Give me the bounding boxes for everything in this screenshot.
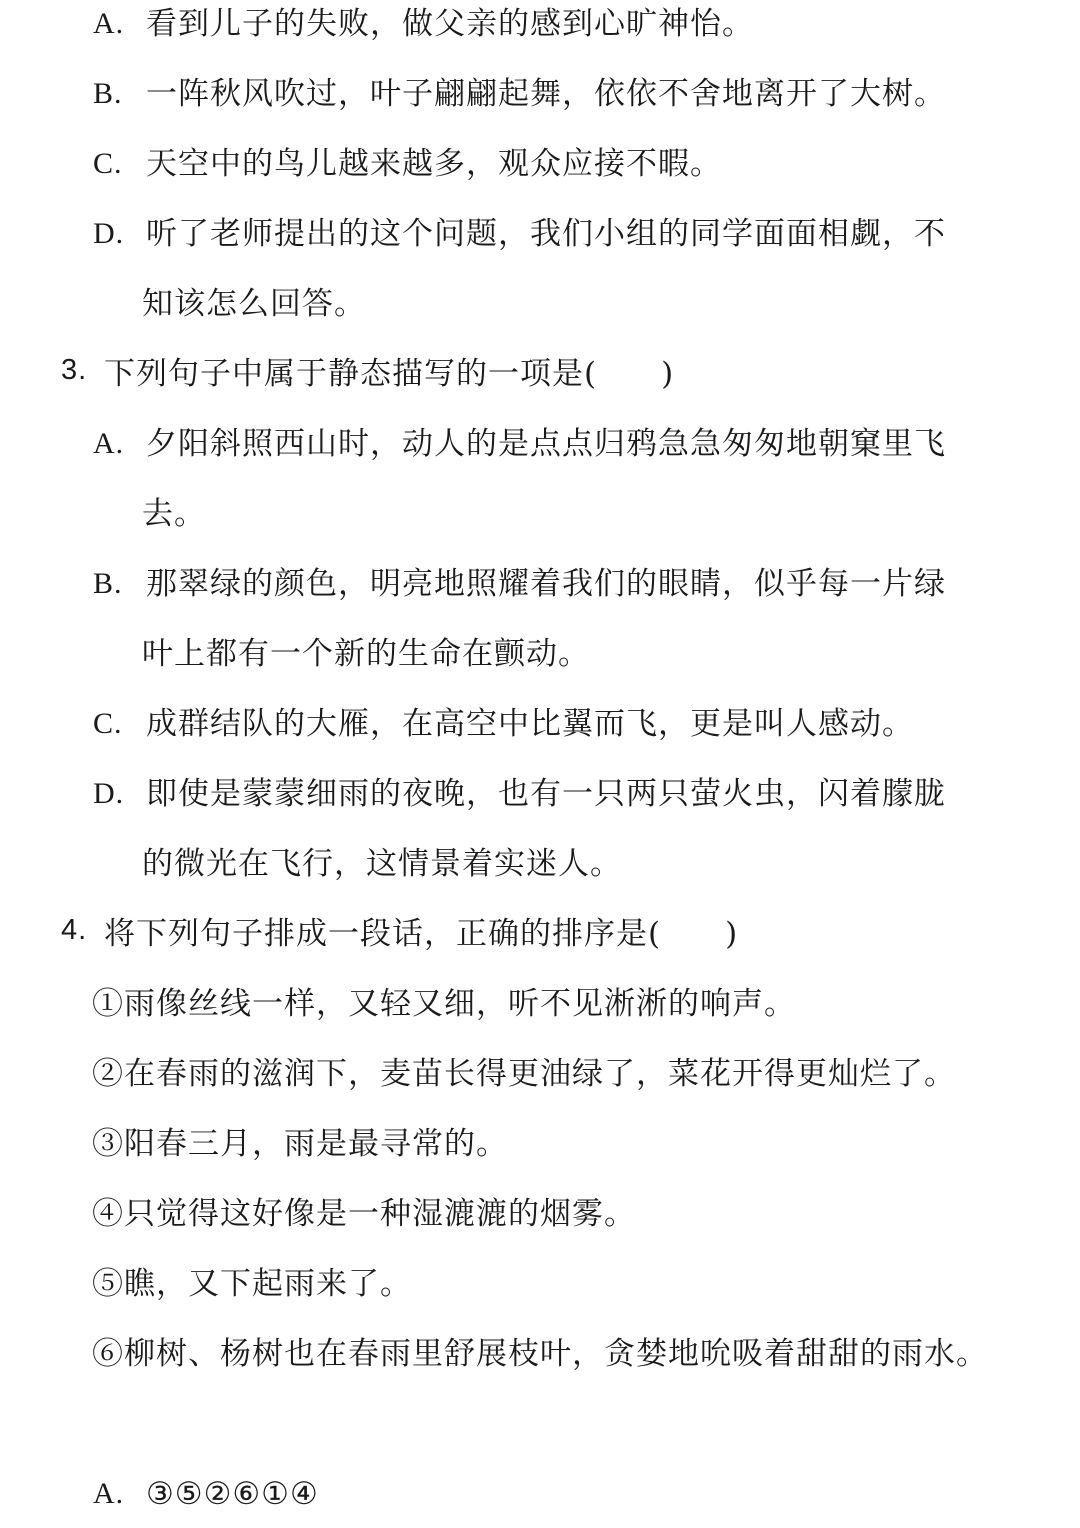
- option-text: 知该怎么回答。: [142, 286, 366, 322]
- question-text: 将下列句子排成一段话，正确的排序是( ): [104, 916, 739, 952]
- option-letter: B.: [93, 567, 123, 600]
- sentence-text: ③阳春三月，雨是最寻常的。: [92, 1126, 508, 1162]
- question-number: 3.: [61, 354, 88, 386]
- option-text: 即使是蒙蒙细雨的夜晚，也有一只两只萤火虫，闪着朦胧: [146, 776, 946, 812]
- option-letter: A.: [93, 7, 125, 40]
- option-text: 看到儿子的失败，做父亲的感到心旷神怡。: [146, 6, 754, 42]
- option-text: 那翠绿的颜色，明亮地照耀着我们的眼睛，似乎每一片绿: [146, 566, 946, 602]
- sentence-text: ②在春雨的滋润下，麦苗长得更油绿了，菜花开得更灿烂了。: [92, 1056, 956, 1092]
- option-text: 的微光在飞行，这情景着实迷人。: [142, 846, 622, 882]
- option-text: 去。: [142, 496, 206, 532]
- option-letter: D.: [93, 217, 125, 250]
- option-text: 听了老师提出的这个问题，我们小组的同学面面相觑，不: [146, 216, 946, 252]
- sentence-text: ⑥柳树、杨树也在春雨里舒展枝叶，贪婪地吮吸着甜甜的雨水。: [92, 1336, 988, 1372]
- option-letter: C.: [93, 147, 123, 180]
- question-number: 4.: [61, 914, 88, 946]
- sentence-text: ④只觉得这好像是一种湿漉漉的烟雾。: [92, 1196, 636, 1232]
- option-text: 一阵秋风吹过，叶子翩翩起舞，依依不舍地离开了大树。: [146, 76, 946, 112]
- question-text: 下列句子中属于静态描写的一项是( ): [104, 356, 675, 392]
- option-text: 天空中的鸟儿越来越多，观众应接不暇。: [146, 146, 722, 182]
- option-text: 夕阳斜照西山时，动人的是点点归鸦急急匆匆地朝窠里飞: [146, 426, 946, 462]
- sentence-text: ⑤瞧，又下起雨来了。: [92, 1266, 412, 1302]
- sentence-text: ①雨像丝线一样，又轻又细，听不见淅淅的响声。: [92, 986, 796, 1022]
- option-letter: C.: [93, 707, 123, 740]
- option-text: ③⑤②⑥①④: [146, 1476, 319, 1512]
- option-letter: A.: [93, 427, 125, 460]
- option-letter: B.: [93, 77, 123, 110]
- option-letter: D.: [93, 777, 125, 810]
- option-text: 叶上都有一个新的生命在颤动。: [142, 636, 590, 672]
- option-text: 成群结队的大雁，在高空中比翼而飞，更是叫人感动。: [146, 706, 914, 742]
- option-letter: A.: [93, 1477, 125, 1510]
